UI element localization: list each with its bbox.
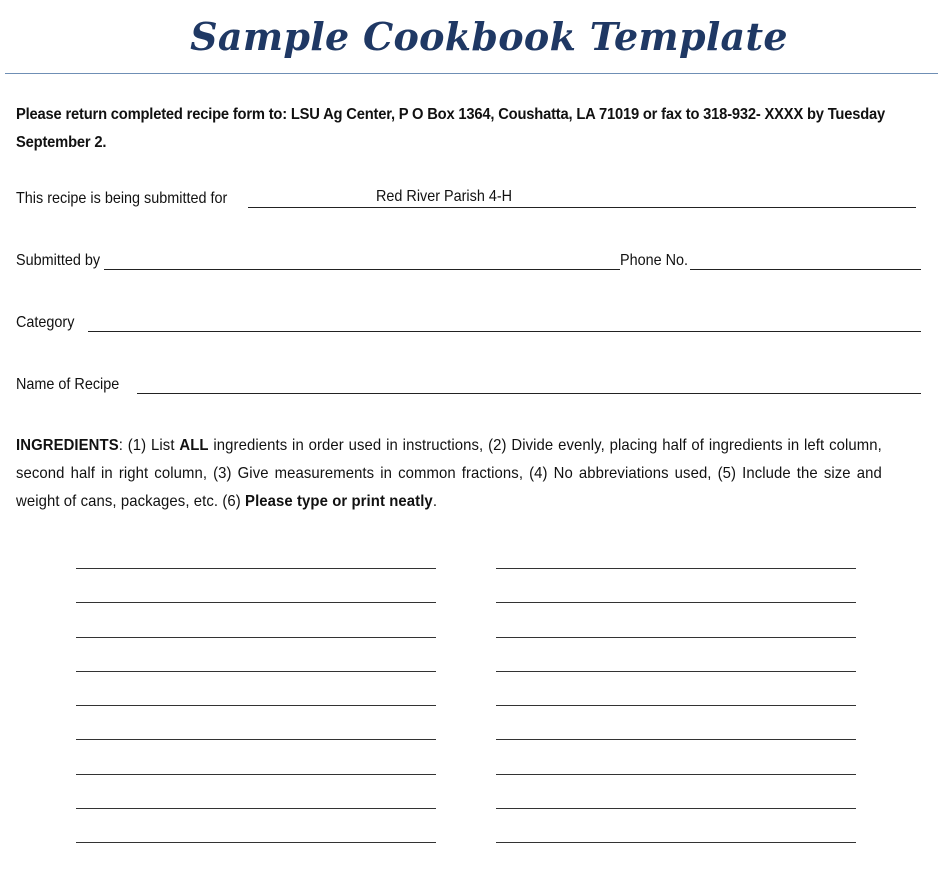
left-ingredient-line[interactable] bbox=[76, 739, 436, 740]
phone-label: Phone No. bbox=[620, 252, 689, 269]
right-ingredient-line[interactable] bbox=[496, 739, 856, 740]
right-ingredient-line[interactable] bbox=[496, 568, 856, 569]
left-ingredient-line[interactable] bbox=[76, 671, 436, 672]
page-title: Sample Cookbook Template bbox=[190, 14, 788, 59]
category-field[interactable] bbox=[88, 315, 921, 332]
left-ingredient-column bbox=[76, 568, 436, 877]
return-instructions: Please return completed recipe form to: LSU Ag Center, P O Box 1364, Coushatta, LA 71019 or fax to 318-932- XXXX by Tuesday September 2. bbox=[16, 106, 886, 151]
left-ingredient-line[interactable] bbox=[76, 637, 436, 638]
submitted-by-row bbox=[16, 248, 921, 270]
recipe-name-row bbox=[16, 372, 921, 394]
left-ingredient-line[interactable] bbox=[76, 705, 436, 706]
ingredients-emphasis: Please type or print neatly bbox=[245, 493, 433, 510]
left-ingredient-line[interactable] bbox=[76, 808, 436, 809]
left-ingredient-line[interactable] bbox=[76, 602, 436, 603]
recipe-name-label: Name of Recipe bbox=[16, 376, 120, 393]
submitted-for-field[interactable] bbox=[248, 188, 916, 208]
category-row bbox=[16, 310, 921, 332]
ingredients-text-2: ingredients in order used in instructions, (2) Divide evenly, placing half of ingredients in left column, second half in right column, (3) Give measurements in common fractions, (4) No abbreviations used, (5) Include the size and weight of cans, packages, etc. (6) bbox=[16, 437, 882, 510]
submitted-by-label: Submitted by bbox=[16, 252, 101, 269]
ingredients-text-3: . bbox=[432, 493, 438, 510]
left-ingredient-line[interactable] bbox=[76, 842, 436, 843]
ingredients-heading: INGREDIENTS bbox=[16, 437, 119, 454]
right-ingredient-line[interactable] bbox=[496, 705, 856, 706]
right-ingredient-line[interactable] bbox=[496, 602, 856, 603]
right-ingredient-column bbox=[496, 568, 856, 877]
right-ingredient-line[interactable] bbox=[496, 808, 856, 809]
submitted-for-label: This recipe is being submitted for bbox=[16, 190, 228, 207]
ingredients-all: ALL bbox=[179, 437, 209, 454]
right-ingredient-line[interactable] bbox=[496, 637, 856, 638]
right-ingredient-line[interactable] bbox=[496, 774, 856, 775]
right-ingredient-line[interactable] bbox=[496, 842, 856, 843]
submitted-for-value: Red River Parish 4-H bbox=[376, 188, 513, 205]
submitted-by-field[interactable] bbox=[104, 253, 620, 270]
ingredients-text-1: : (1) List bbox=[118, 437, 180, 454]
ingredients-instructions bbox=[16, 432, 882, 516]
category-label: Category bbox=[16, 314, 75, 331]
phone-field[interactable] bbox=[690, 253, 921, 270]
right-ingredient-line[interactable] bbox=[496, 671, 856, 672]
left-ingredient-line[interactable] bbox=[76, 568, 436, 569]
recipe-name-field[interactable] bbox=[137, 377, 921, 394]
title-divider bbox=[5, 73, 938, 74]
left-ingredient-line[interactable] bbox=[76, 774, 436, 775]
submitted-for-row bbox=[16, 186, 916, 208]
